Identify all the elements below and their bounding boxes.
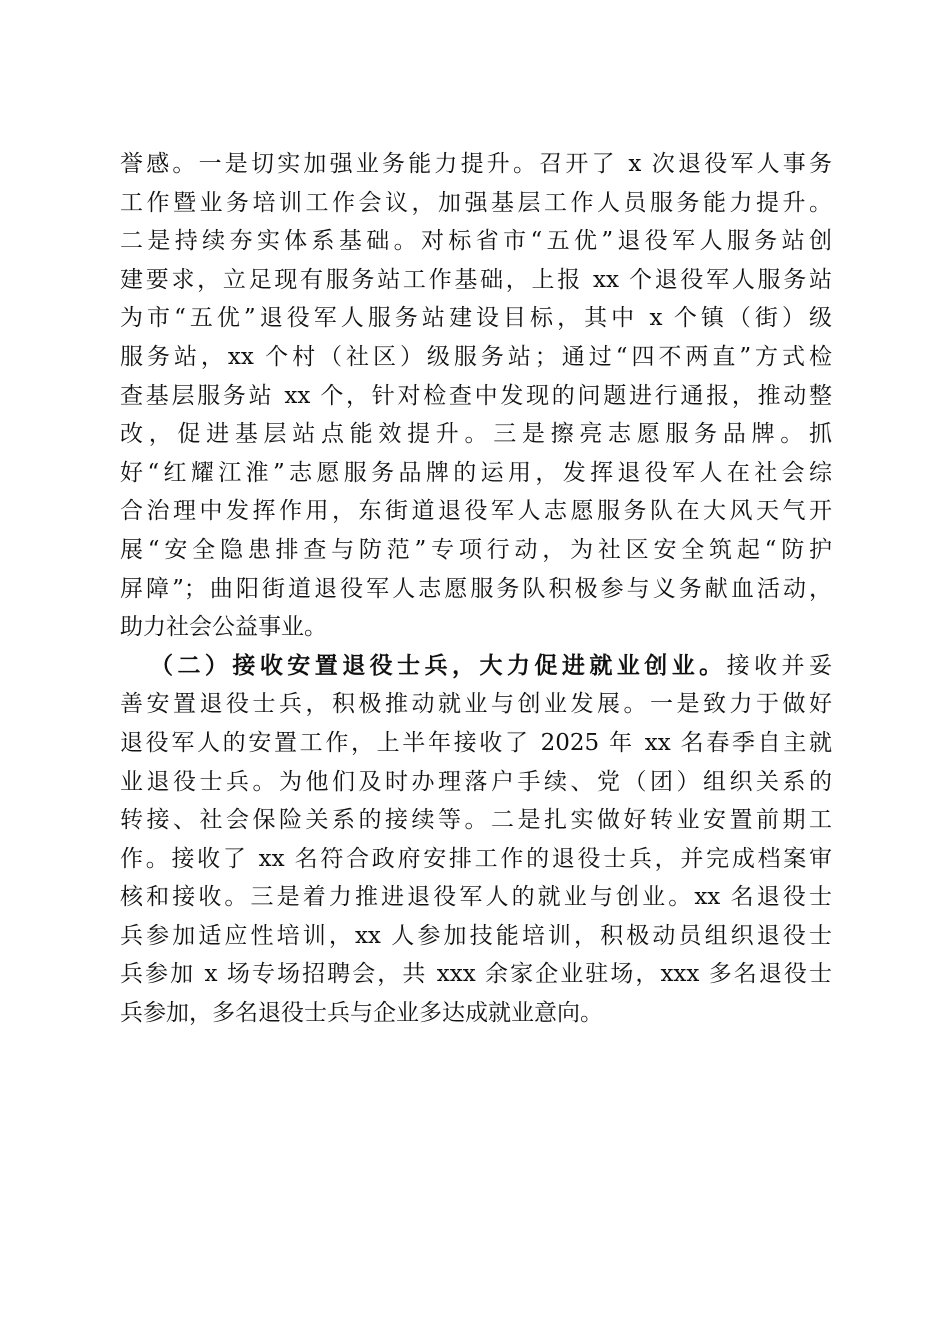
text-line: 作。接收了 xx 名符合政府安排工作的退役士兵，并完成档案审 (120, 845, 832, 872)
text-line: 业退役士兵。为他们及时办理落户手续、党（团）组织关系的 (120, 768, 832, 795)
text-line: 善安置退役士兵，积极推动就业与创业发展。一是致力于做好 (120, 691, 832, 718)
text-line: 二是持续夯实体系基础。对标省市“五优”退役军人服务站创 (120, 228, 832, 255)
text-line: 建要求，立足现有服务站工作基础，上报 xx 个退役军人服务站 (120, 266, 832, 293)
text-line: 合治理中发挥作用，东街道退役军人志愿服务队在大风天气开 (120, 498, 832, 525)
text-line: 退役军人的安置工作，上半年接收了 2025 年 xx 名春季自主就 (120, 729, 832, 756)
section-heading: （二）接收安置退役士兵，大力促进就业创业。 (150, 651, 727, 679)
text-line: 助力社会公益事业。 (120, 614, 327, 641)
text-line: 为市“五优”退役军人服务站建设目标，其中 x 个镇（街）级 (120, 305, 832, 332)
section-first-line-text: 接收并妥 (726, 652, 833, 679)
section-first-line (120, 647, 832, 686)
text-line: 工作暨业务培训工作会议，加强基层工作人员服务能力提升。 (120, 189, 832, 216)
text-line: 展“安全隐患排查与防范”专项行动，为社区安全筑起“防护 (120, 536, 832, 563)
text-line: 查基层服务站 xx 个，针对检查中发现的问题进行通报，推动整 (120, 382, 832, 409)
text-line: 兵参加，多名退役士兵与企业多达成就业意向。 (120, 1000, 603, 1027)
text-line: 兵参加 x 场专场招聘会，共 xxx 余家企业驻场，xxx 多名退役士 (120, 961, 832, 988)
text-line: 转接、社会保险关系的接续等。二是扎实做好转业安置前期工 (120, 807, 832, 834)
text-line: 誉感。一是切实加强业务能力提升。召开了 x 次退役军人事务 (120, 151, 832, 177)
text-line: 核和接收。三是着力推进退役军人的就业与创业。xx 名退役士 (120, 884, 832, 911)
paragraph-volunteer-services (120, 145, 832, 647)
text-line: 改，促进基层站点能效提升。三是擦亮志愿服务品牌。抓 (120, 421, 832, 448)
text-line: 兵参加适应性培训，xx 人参加技能培训，积极动员组织退役士 (120, 922, 832, 949)
paragraph-employment (120, 647, 832, 1033)
text-line: 屏障”；曲阳街道退役军人志愿服务队积极参与义务献血活动， (120, 575, 832, 602)
document-body (120, 145, 832, 1033)
text-line: 服务站，xx 个村（社区）级服务站；通过“四不两直”方式检 (120, 343, 832, 370)
text-line: 好“红耀江淮”志愿服务品牌的运用，发挥退役军人在社会综 (120, 459, 832, 486)
